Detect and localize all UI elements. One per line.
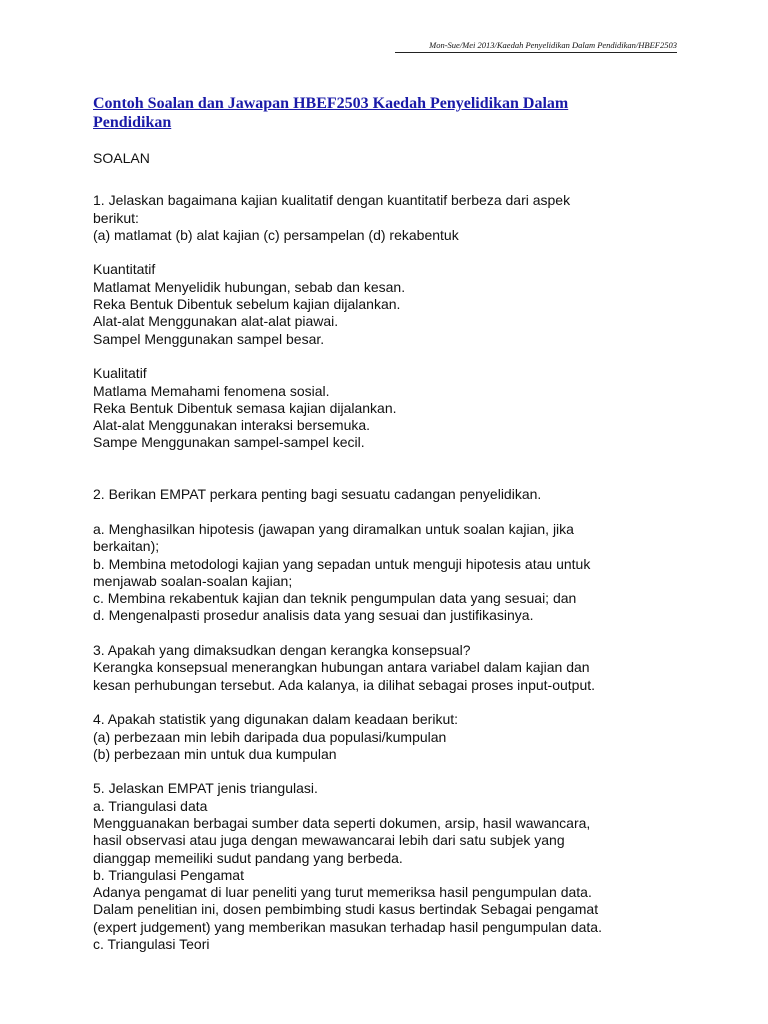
- question-1-line-3: (a) matlamat (b) alat kajian (c) persampelan (d) rekabentuk: [93, 226, 459, 243]
- document-title-line-1: Contoh Soalan dan Jawapan HBEF2503 Kaedah Penyelidikan Dalam: [93, 95, 569, 112]
- question-5: 5. Jelaskan EMPAT jenis triangulasi.: [93, 780, 318, 797]
- question-2: 2. Berikan EMPAT perkara penting bagi sesuatu cadangan penyelidikan.: [93, 486, 542, 503]
- triangulasi-pengamat-line-2: Dalam penelitian ini, dosen pembimbing studi kasus bertindak Sebagai pengamat: [93, 901, 599, 918]
- question-4-answer-b: (b) perbezaan min untuk dua kumpulan: [93, 745, 337, 762]
- question-2-answer-b-line-2: menjawab soalan-soalan kajian;: [93, 572, 293, 589]
- kuantitatif-line-2: Reka Bentuk Dibentuk sebelum kajian dijalankan.: [93, 296, 401, 313]
- question-1-line-2: berikut:: [93, 209, 139, 226]
- kuantitatif-heading: Kuantitatif: [93, 261, 156, 278]
- section-label: SOALAN: [93, 150, 150, 166]
- kualitatif-line-1: Matlama Memahami fenomena sosial.: [93, 382, 330, 399]
- triangulasi-pengamat-title: b. Triangulasi Pengamat: [93, 866, 244, 883]
- kualitatif-line-3: Alat-alat Menggunakan interaksi bersemuka.: [93, 417, 371, 434]
- triangulasi-data-line-1: Mengguanakan berbagai sumber data seperti dokumen, arsip, hasil wawancara,: [93, 814, 591, 831]
- document-body: [93, 150, 693, 953]
- triangulasi-data-line-2: hasil observasi atau juga dengan mewawancarai lebih dari satu subjek yang: [93, 832, 565, 849]
- kuantitatif-line-4: Sampel Menggunakan sampel besar.: [93, 330, 325, 347]
- question-2-answer-c: c. Membina rekabentuk kajian dan teknik pengumpulan data yang sesuai; dan: [93, 590, 577, 607]
- triangulasi-pengamat-line-1: Adanya pengamat di luar peneliti yang turut memeriksa hasil pengumpulan data.: [93, 884, 592, 901]
- question-2-answer-a-line-1: a. Menghasilkan hipotesis (jawapan yang diramalkan untuk soalan kajian, jika: [93, 520, 574, 537]
- running-header: Mon-Sue/Mei 2013/Kaedah Penyelidikan Dalam Pendidikan/HBEF2503: [395, 40, 677, 53]
- kualitatif-line-4: Sampe Menggunakan sampel-sampel kecil.: [93, 434, 365, 451]
- question-3-answer-line-2: kesan perhubungan tersebut. Ada kalanya, ia dilihat sebagai proses input-output.: [93, 676, 596, 693]
- question-3-answer-line-1: Kerangka konsepsual menerangkan hubungan antara variabel dalam kajian dan: [93, 659, 590, 676]
- triangulasi-pengamat-line-3: (expert judgement) yang memberikan masukan terhadap hasil pengumpulan data.: [93, 918, 602, 935]
- document-title: [93, 94, 653, 132]
- question-3: 3. Apakah yang dimaksudkan dengan kerangka konsepsual?: [93, 642, 471, 659]
- kualitatif-line-2: Reka Bentuk Dibentuk semasa kajian dijalankan.: [93, 399, 397, 416]
- kuantitatif-line-1: Matlamat Menyelidik hubungan, sebab dan kesan.: [93, 278, 406, 295]
- question-4-answer-a: (a) perbezaan min lebih daripada dua populasi/kumpulan: [93, 728, 447, 745]
- question-4: 4. Apakah statistik yang digunakan dalam keadaan berikut:: [93, 711, 459, 728]
- kualitatif-heading: Kualitatif: [93, 365, 147, 382]
- document-title-line-2: Pendidikan: [93, 114, 172, 131]
- question-1-line-1: 1. Jelaskan bagaimana kajian kualitatif dengan kuantitatif berbeza dari aspek: [93, 192, 571, 209]
- triangulasi-data-line-3: dianggap memeiliki sudut pandang yang berbeda.: [93, 849, 403, 866]
- triangulasi-data-title: a. Triangulasi data: [93, 797, 208, 814]
- question-2-answer-b-line-1: b. Membina metodologi kajian yang sepadan untuk menguji hipotesis atau untuk: [93, 555, 591, 572]
- kuantitatif-line-3: Alat-alat Menggunakan alat-alat piawai.: [93, 313, 339, 330]
- question-2-answer-d: d. Mengenalpasti prosedur analisis data yang sesuai dan justifikasinya.: [93, 607, 534, 624]
- triangulasi-teori-title: c. Triangulasi Teori: [93, 936, 210, 953]
- question-2-answer-a-line-2: berkaitan);: [93, 538, 160, 555]
